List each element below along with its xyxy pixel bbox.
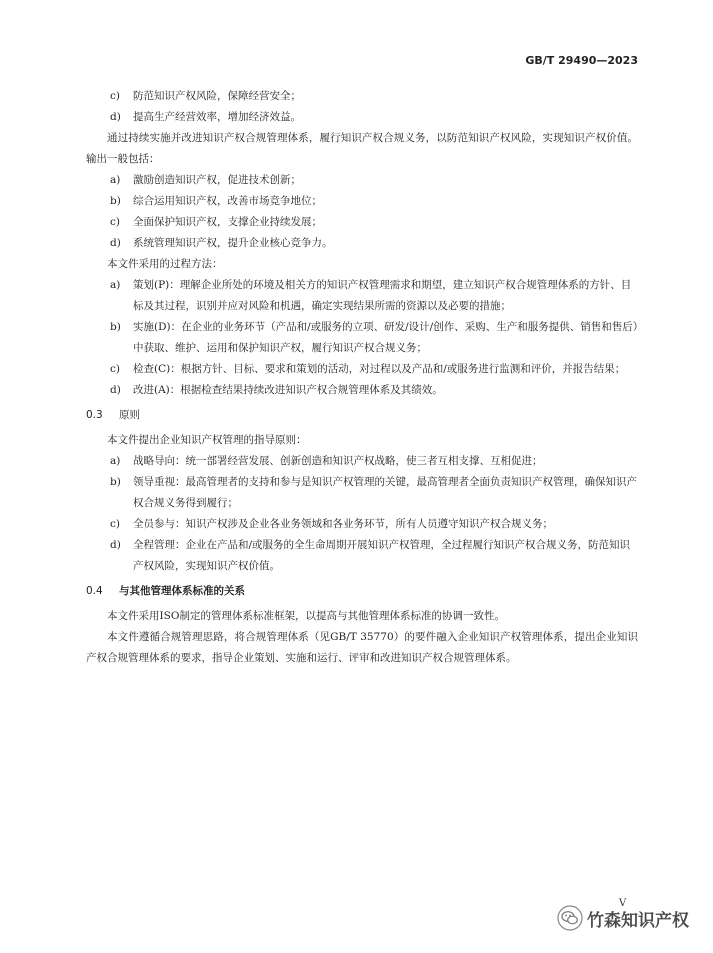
list-marker: b) — [110, 195, 121, 207]
list-text: 策划(P)：理解企业所处的环境及相关方的知识产权管理需求和期望，建立知识产权合规管理体系的方针、目标及其过程，识别并应对风险和机遇，确定实现结果所需的资源以及必要的措施； — [133, 279, 632, 312]
list-text: 防范知识产权风险，保障经营安全； — [133, 90, 301, 102]
list-marker: b) — [110, 476, 121, 488]
watermark-text: 竹森知识产权 — [587, 910, 689, 931]
watermark — [557, 905, 689, 931]
list-item — [86, 472, 638, 514]
list-text: 系统管理知识产权，提升企业核心竞争力。 — [133, 237, 333, 249]
paragraph-method: 本文件采用的过程方法： — [107, 258, 223, 270]
list-item — [86, 212, 638, 233]
list-item — [86, 451, 638, 472]
list-item — [86, 275, 638, 317]
list-marker: a) — [110, 455, 121, 467]
list-text: 领导重视：最高管理者的支持和参与是知识产权管理的关键，最高管理者全面负责知识产权管理，确保知识产权合规义务得到履行； — [133, 476, 637, 509]
list-item — [86, 86, 638, 107]
list-marker: b) — [110, 321, 121, 333]
section-title: 与其他管理体系标准的关系 — [119, 585, 245, 597]
list-text: 全员参与：知识产权涉及企业各业务领域和各业务环节，所有人员遵守知识产权合规义务； — [133, 518, 553, 530]
wechat-icon — [557, 905, 583, 931]
list-item — [86, 380, 638, 401]
list-text: 实施(D)：在企业的业务环节（产品和/或服务的立项、研发/设计/创作、采购、生产和服务提供、销售和售后）中获取、维护、运用和保护知识产权，履行知识产权合规义务； — [133, 321, 638, 354]
list-marker: d) — [110, 539, 121, 551]
list-text: 全面保护知识产权，支撑企业持续发展； — [133, 216, 322, 228]
section-title: 原则 — [119, 409, 140, 421]
list-marker: c) — [110, 363, 120, 375]
list-marker: c) — [110, 90, 120, 102]
list-marker: d) — [110, 111, 121, 123]
section-number: 0.3 — [86, 409, 103, 421]
list-item — [86, 514, 638, 535]
page-number: V — [619, 898, 627, 909]
list-text: 战略导向：统一部署经营发展、创新创造和知识产权战略，使三者互相支撑、互相促进； — [133, 455, 543, 467]
paragraph-04-1: 本文件采用ISO制定的管理体系标准框架，以提高与其他管理体系标准的协调一致性。 — [107, 610, 505, 622]
list-marker: d) — [110, 237, 121, 249]
list-item — [86, 107, 638, 128]
list-item — [86, 233, 638, 254]
list-marker: c) — [110, 216, 120, 228]
standard-code: GB/T 29490—2023 — [525, 54, 638, 67]
list-text: 提高生产经营效率，增加经济效益。 — [133, 111, 301, 123]
list-text: 激励创造知识产权，促进技术创新； — [133, 174, 301, 186]
section-heading-0-3 — [86, 405, 638, 426]
paragraph-output: 通过持续实施并改进知识产权合规管理体系，履行知识产权合规义务，以防范知识产权风险，实现知识产权价值。输出一般包括： — [86, 132, 638, 165]
list-marker: d) — [110, 384, 121, 396]
section-number: 0.4 — [86, 585, 103, 597]
section-heading-0-4 — [86, 581, 638, 602]
paragraph-04-2: 本文件遵循合规管理思路，将合规管理体系（见GB/T 35770）的要件融入企业知识产权管理体系，提出企业知识产权合规管理体系的要求，指导企业策划、实施和运行、评审和改进知识产权合规管理体系。 — [86, 631, 638, 664]
list-text: 全程管理：企业在产品和/或服务的全生命周期开展知识产权管理，全过程履行知识产权合规义务，防范知识产权风险，实现知识产权价值。 — [133, 539, 631, 572]
list-item — [86, 535, 638, 577]
list-item — [86, 359, 638, 380]
list-item — [86, 170, 638, 191]
list-text: 检查(C)：根据方针、目标、要求和策划的活动，对过程以及产品和/或服务进行监测和评价，并报告结果； — [133, 363, 626, 375]
list-marker: a) — [110, 174, 121, 186]
list-text: 综合运用知识产权，改善市场竞争地位； — [133, 195, 322, 207]
list-item — [86, 191, 638, 212]
list-marker: c) — [110, 518, 120, 530]
list-text: 改进(A)：根据检查结果持续改进知识产权合规管理体系及其绩效。 — [133, 384, 443, 396]
list-item — [86, 317, 638, 359]
list-marker: a) — [110, 279, 121, 291]
document-body — [86, 86, 638, 669]
paragraph-principle: 本文件提出企业知识产权管理的指导原则： — [107, 434, 307, 446]
